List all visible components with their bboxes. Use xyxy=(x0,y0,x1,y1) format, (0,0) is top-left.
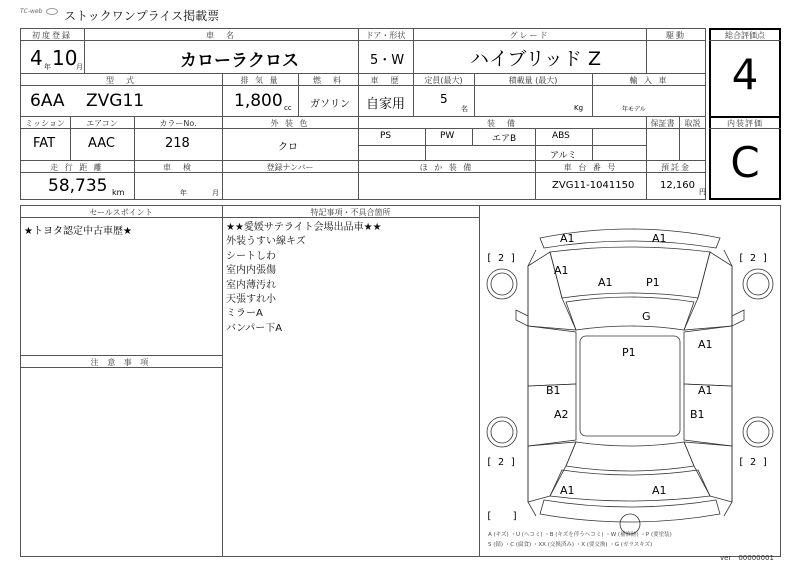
load-unit: Kg xyxy=(574,104,584,112)
mark-front-bumper-right: A1 xyxy=(652,232,667,245)
equipment-airbag: エアB xyxy=(492,134,517,144)
label-import: 輸 入 車 xyxy=(629,76,669,85)
aircon: AAC xyxy=(88,136,115,151)
label-equipment: 装 備 xyxy=(487,119,517,128)
label-first-reg: 初度登録 xyxy=(32,31,72,40)
note-item: 室内内張傷 xyxy=(226,265,276,277)
label-drive: 駆動 xyxy=(666,31,686,40)
label-mission: ミッション xyxy=(25,119,65,128)
note-item: 外装うすい線キズ xyxy=(226,236,306,248)
total-score: 4 xyxy=(731,50,759,99)
label-warranty: 保証書 xyxy=(650,119,675,128)
label-deposit: 預託金 xyxy=(661,163,691,172)
label-total-score: 総合評価点 xyxy=(725,31,765,40)
label-manual: 取説 xyxy=(684,119,701,128)
mileage-unit: km xyxy=(112,188,125,197)
logo-swoosh xyxy=(46,8,58,15)
car-name: カローラクロス xyxy=(180,51,299,71)
mark-left-rear-door: B1 xyxy=(546,384,561,397)
label-color-no: カラーNo. xyxy=(159,119,197,128)
mileage: 58,735 xyxy=(48,176,108,196)
mark-hood-left: A1 xyxy=(598,276,613,289)
mission: FAT xyxy=(33,136,56,151)
color-no: 218 xyxy=(165,136,190,151)
label-capacity: 定員(最大) xyxy=(424,76,463,85)
displacement: 1,800 xyxy=(234,91,283,111)
label-mileage: 走 行 距 離 xyxy=(50,163,104,172)
deposit-unit: 円 xyxy=(699,188,706,196)
label-chassis-no: 車 台 番 号 xyxy=(563,163,618,172)
mark-right-front-door: A1 xyxy=(698,338,713,351)
label-plate: 登録ナンバー xyxy=(266,163,314,172)
inspection-year: 年 xyxy=(180,189,187,197)
mark-right-quarter: B1 xyxy=(690,408,705,421)
label-model: 型 式 xyxy=(106,76,136,85)
label-inspection: 車 検 xyxy=(163,163,193,172)
damage-marks xyxy=(546,232,713,497)
mark-rear-bumper-left: A1 xyxy=(560,484,575,497)
bracket-front-left: [ 2 ] xyxy=(486,253,517,264)
equipment-ps: PS xyxy=(380,131,392,141)
capacity-unit: 名 xyxy=(461,105,468,113)
label-aircon: エアコン xyxy=(86,119,118,128)
bracket-spare: [ ] xyxy=(486,511,519,522)
label-fuel: 燃 料 xyxy=(313,76,343,85)
mark-roof: P1 xyxy=(622,346,636,359)
equipment-abs: ABS xyxy=(552,131,570,141)
fuel: ガソリン xyxy=(310,99,350,110)
note-item: ★★愛媛サテライト会場出品車★★ xyxy=(226,222,382,233)
label-sales-point: セールスポイント xyxy=(89,208,153,217)
bracket-front-right: [ 2 ] xyxy=(738,253,769,264)
logo: TC-web xyxy=(20,8,43,15)
door-shape: 5・W xyxy=(370,53,405,68)
mark-front-bumper-left: A1 xyxy=(560,232,575,245)
note-item: バンパー下A xyxy=(226,322,283,334)
model-name: ZVG11 xyxy=(86,91,145,111)
legend-line-2: S (錆) ・C (腐食) ・XX (交換済み) ・X (要交換) ・G (ガラスキズ) xyxy=(488,542,653,548)
note-item: 室内薄汚れ xyxy=(226,279,276,291)
notes-list xyxy=(226,221,382,336)
bracket-rear-right: [ 2 ] xyxy=(738,457,769,468)
first-reg-year: 4 xyxy=(30,46,43,70)
equipment-pw: PW xyxy=(440,131,455,141)
first-reg-month: 10 xyxy=(52,46,78,70)
car-damage-diagram xyxy=(480,206,780,556)
label-displacement: 排 気 量 xyxy=(240,76,280,85)
label-door-shape: ドア・形状 xyxy=(365,31,406,40)
legend-line-1: A (キズ) ・U (ヘコミ) ・B (キズを伴うヘコミ) ・W (補修跡) ・P (要塗装) xyxy=(488,532,672,538)
mark-front-fender-left: A1 xyxy=(554,264,569,277)
displacement-unit: cc xyxy=(284,104,292,112)
mark-right-rear-door: A1 xyxy=(698,384,713,397)
label-other-equipment: ほ か 装 備 xyxy=(419,163,474,172)
label-car-name: 車 名 xyxy=(206,31,236,40)
label-grade: グレード xyxy=(509,31,550,40)
history: 自家用 xyxy=(366,97,406,112)
label-notes: 特記事項・不具合箇所 xyxy=(310,208,391,217)
exterior-color: クロ xyxy=(278,142,298,153)
mark-left-quarter: A2 xyxy=(554,408,569,421)
import-unit: 年モデル xyxy=(622,106,646,113)
mark-windshield: G xyxy=(642,310,651,323)
label-interior-score: 内装評価 xyxy=(727,119,763,128)
note-item: シートしわ xyxy=(226,250,276,262)
grade: ハイブリッド Z xyxy=(470,48,601,70)
car-outline xyxy=(516,229,744,522)
equipment-alumi: アルミ xyxy=(550,151,577,161)
interior-score: C xyxy=(730,138,760,187)
bracket-rear-left: [ 2 ] xyxy=(486,457,517,468)
info-grid xyxy=(20,28,706,200)
inspection-month: 月 xyxy=(212,189,219,197)
version: ver 00000001 xyxy=(720,554,774,562)
sales-point-text: ★トヨタ認定中古車歴★ xyxy=(24,226,132,237)
first-reg-year-unit: 年 xyxy=(44,63,51,71)
mark-rear-bumper-right: A1 xyxy=(652,484,667,497)
model-code: 6AA xyxy=(30,91,65,111)
label-exterior-color: 外 装 色 xyxy=(270,119,310,128)
page-title: ストックワンプライス掲載票 xyxy=(64,9,220,23)
first-reg-month-unit: 月 xyxy=(76,63,83,71)
capacity: 5 xyxy=(440,92,448,106)
label-load: 積載量 (最大) xyxy=(508,76,558,85)
mark-hood-right: P1 xyxy=(646,276,660,289)
label-caution: 注 意 事 項 xyxy=(90,358,152,367)
note-item: 天張すれ小 xyxy=(226,294,276,306)
chassis-no: ZVG11-1041150 xyxy=(552,180,635,191)
deposit: 12,160 xyxy=(660,180,695,191)
note-item: ミラーA xyxy=(226,308,263,320)
label-history: 車 歴 xyxy=(370,76,401,85)
